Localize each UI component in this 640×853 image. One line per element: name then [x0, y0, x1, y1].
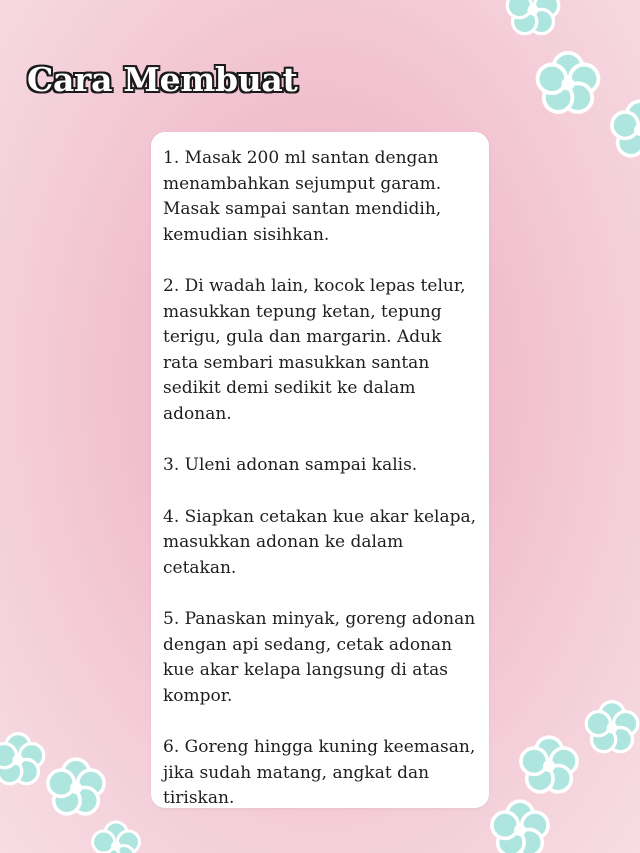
steps-list: [163, 146, 485, 838]
step-item: 2. Di wadah lain, kocok lepas telur, masukkan tepung ketan, tepung terigu, gula dan margarin. Aduk rata sembari masukkan santan sedikit demi sedikit ke dalam adonan.: [163, 276, 466, 424]
flower-icon: [586, 702, 637, 752]
flower-icon: [521, 737, 577, 792]
flower-icon: [93, 822, 140, 853]
flower-icon: [492, 801, 548, 853]
step-item: 4. Siapkan cetakan kue akar kelapa, masukkan adonan ke dalam cetakan.: [163, 506, 477, 578]
page-title: Cara Membuat: [27, 60, 298, 99]
step-item: 5. Panaskan minyak, goreng adonan dengan api sedang, cetak adonan kue akar kelapa langsung di atas kompor.: [163, 609, 476, 706]
step-item: 1. Masak 200 ml santan dengan menambahkan sejumput garam. Masak sampai santan mendidih, kemudian sisihkan.: [163, 148, 442, 245]
flower-icon: [538, 53, 599, 112]
flower-icon: [612, 101, 640, 156]
flower-icon: [507, 0, 558, 34]
step-item: 3. Uleni adonan sampai kalis.: [163, 455, 418, 475]
flower-icon: [0, 734, 44, 784]
flower-icon: [48, 759, 104, 814]
instructions-card: [151, 132, 489, 808]
step-item: 6. Goreng hingga kuning keemasan, jika sudah matang, angkat dan tiriskan.: [163, 737, 476, 808]
